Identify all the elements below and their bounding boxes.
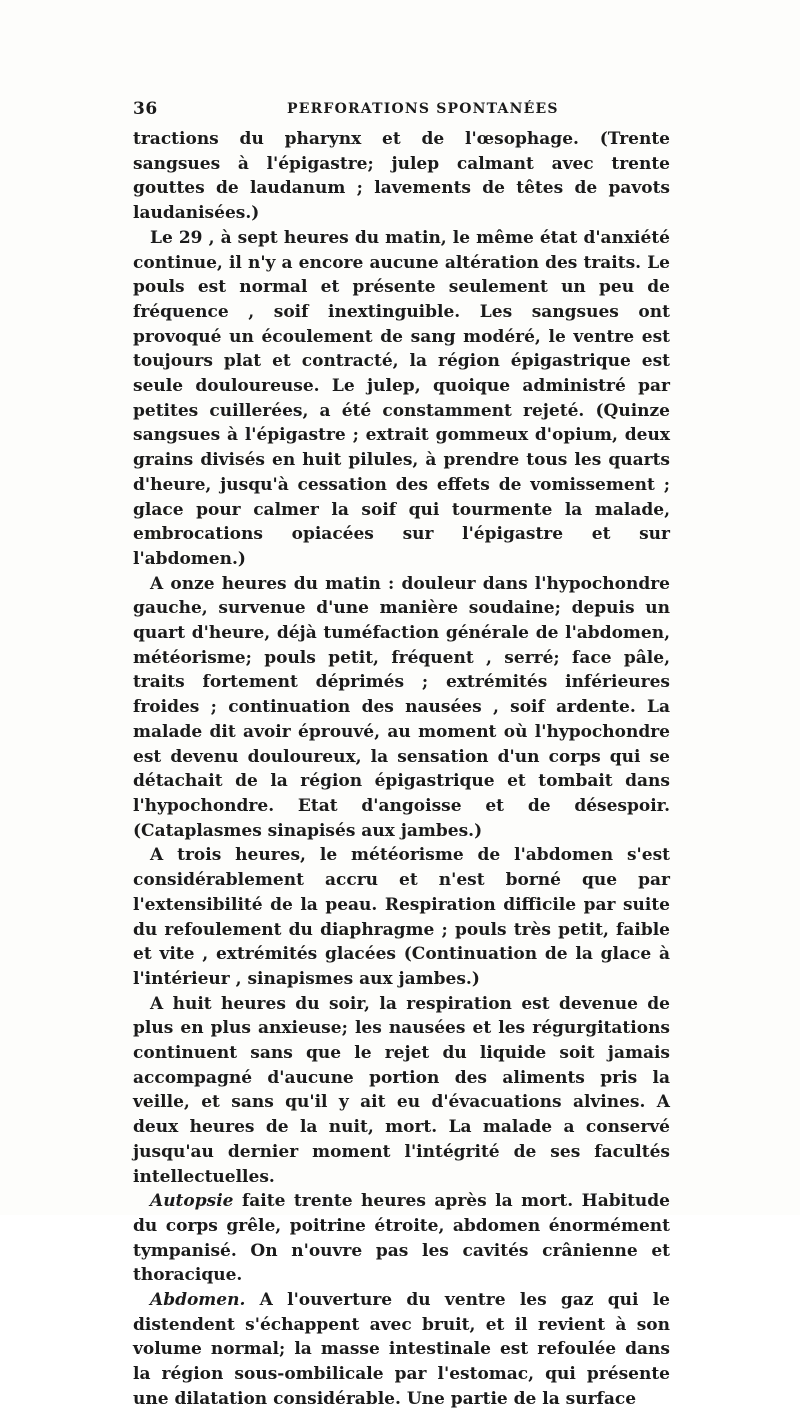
autopsie-text: faite trente heures après la mort. Habitude du corps grêle, poitrine étroite, abdomen énormément tympanisé. On n'ouvre pas les cavités crânienne et thoracique.: [133, 1191, 670, 1286]
paragraph-huit-heures: A huit heures du soir, la respiration est devenue de plus en plus anxieuse; les nausées et les régurgitations continuent sans que le rejet du liquide soit jamais accompagné d'aucune portion des aliments pris la veille, et sans qu'il y ait eu d'évacuations alvines. A deux heures de la nuit, mort. La malade a conservé jusqu'au dernier moment l'intégrité de ses facultés intellectuelles.: [133, 993, 670, 1187]
paragraph-continuation: tractions du pharynx et de l'œsophage. (Trente sangsues à l'épigastre; julep calmant avec trente gouttes de laudanum ; lavements de têtes de pavots laudanisées.): [133, 129, 670, 224]
running-title: PERFORATIONS SPONTANÉES: [287, 101, 559, 117]
paragraph-trois-heures: A trois heures, le météorisme de l'abdomen s'est considérablement accru et n'est borné que par l'extensibilité de la peau. Respiration difficile par suite du refoulement du diaphragme ; pouls très petit, faible et vite , extrémités glacées (Continuation de la glace à l'intérieur , sinapismes aux jambes.): [133, 845, 670, 989]
paragraph-abdomen: [133, 1288, 670, 1412]
abdomen-text: A l'ouverture du ventre les gaz qui le distendent s'échappent avec bruit, et il revient à son volume normal; la masse intestinale est refoulée dans la région sous-ombilicale par l'estomac, qui présente une dilatation considérable. Une partie de la surface: [133, 1290, 670, 1409]
body-text: [133, 127, 670, 1412]
abdomen-label: Abdomen.: [150, 1290, 246, 1311]
autopsie-label: Autopsie: [150, 1191, 234, 1212]
paragraph-autopsie: [133, 1189, 670, 1288]
page-header: [133, 99, 670, 123]
paragraph-le-29: Le 29 , à sept heures du matin, le même état d'anxiété continue, il n'y a encore aucune altération des traits. Le pouls est normal et présente seulement un peu de fréquence , soif inextinguible. Les sangsues ont provoqué un écoulement de sang modéré, le ventre est toujours plat et contracté, la région épigastrique est seule douloureuse. Le julep, quoique administré par petites cuillerées, a été constamment rejeté. (Quinze sangsues à l'épigastre ; extrait gommeux d'opium, deux grains divisés en huit pilules, à prendre tous les quarts d'heure, jusqu'à cessation des effets de vomissement ; glace pour calmer la soif qui tourmente la malade, embrocations opiacées sur l'épigastre et sur l'abdomen.): [133, 227, 670, 569]
page-number: 36: [133, 99, 158, 119]
paragraph-onze-heures: A onze heures du matin : douleur dans l'hypochondre gauche, survenue d'une manière soudaine; depuis un quart d'heure, déjà tuméfaction générale de l'abdomen, météorisme; pouls petit, fréquent , serré; face pâle, traits fortement déprimés ; extrémités inférieures froides ; continuation des nausées , soif ardente. La malade dit avoir éprouvé, au moment où l'hypochondre est devenu douloureux, la sensation d'un corps qui se détachait de la région épigastrique et tombait dans l'hypochondre. Etat d'angoisse et de désespoir. (Cataplasmes sinapisés aux jambes.): [133, 573, 670, 841]
